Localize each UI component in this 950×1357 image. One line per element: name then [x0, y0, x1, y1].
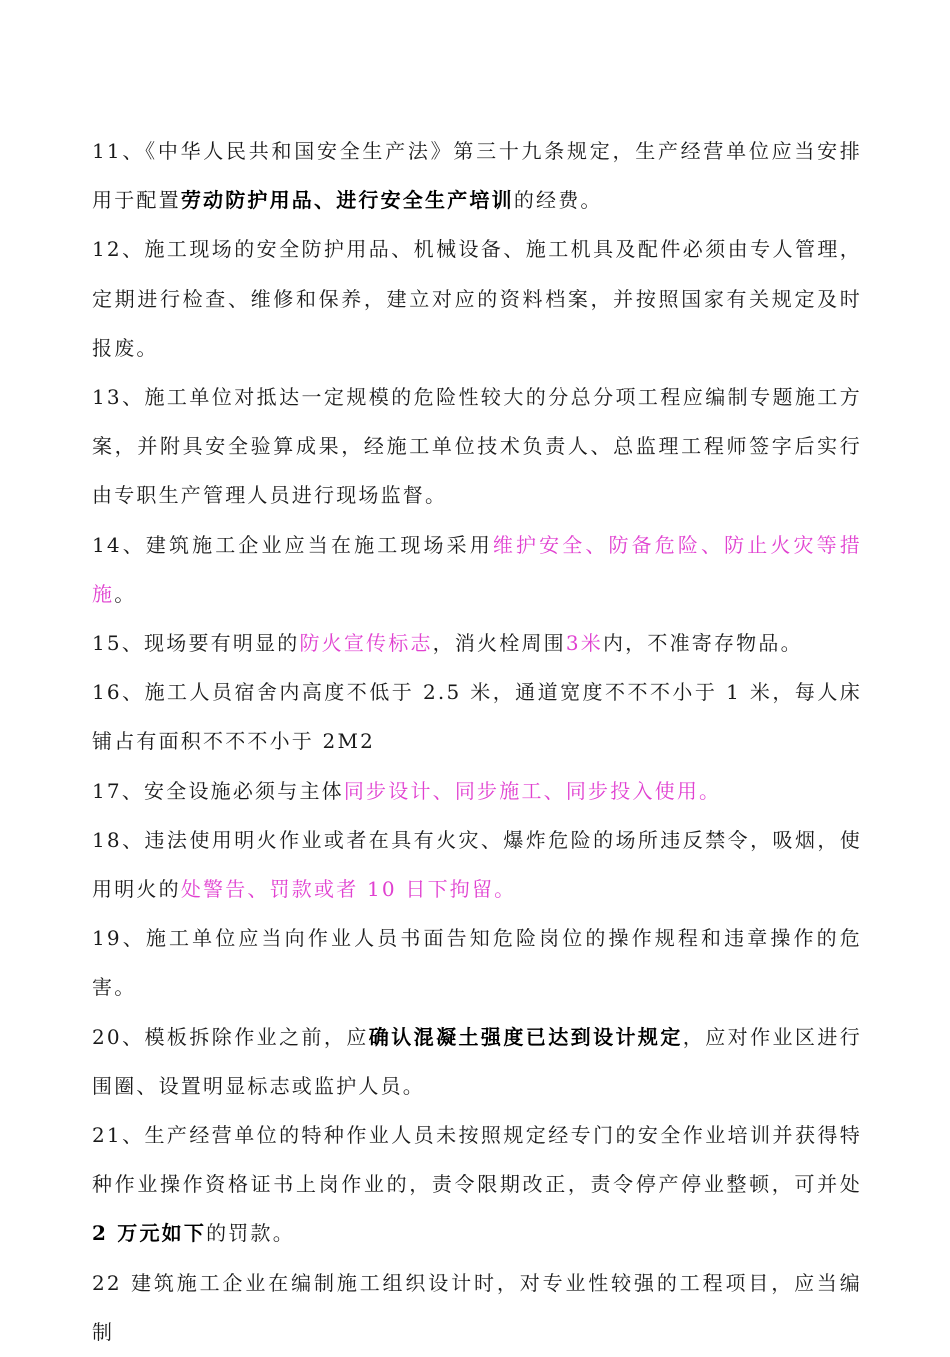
segment-bold: 确认混凝土强度已达到设计规定	[368, 1024, 683, 1049]
segment: ，应对作业区进行围圈、设置明显标志或监护人员。	[92, 1024, 862, 1098]
segment: 18、违法使用明火作业或者在具有火灾、爆炸危险的场所违反禁令，吸烟，使用明火的	[92, 827, 862, 902]
segment: 的罚款。	[206, 1221, 295, 1246]
segment: 19、施工单位应当向作业人员书面告知危险岗位的操作规程和违章操作的危害。	[92, 926, 862, 1000]
segment: 17、安全设施必须与主体	[92, 778, 344, 803]
paragraph-22	[92, 1259, 862, 1357]
paragraph-15	[92, 619, 862, 668]
paragraph-21	[92, 1111, 862, 1259]
paragraph-18	[92, 816, 862, 914]
paragraph-20	[92, 1013, 862, 1111]
segment: 的经费。	[513, 188, 603, 213]
segment-highlight: 同步设计、同步施工、同步投入使用。	[343, 778, 722, 803]
segment-bold: 劳动防护用品、进行安全生产培训	[180, 188, 514, 213]
paragraph-13	[92, 373, 862, 521]
segment: 12、施工现场的安全防护用品、机械设备、施工机具及配件必须由专人管理，定期进行检查、维修和保养，建立对应的资料档案，并按照国家有关规定及时报废。	[92, 237, 862, 360]
paragraph-12	[92, 225, 862, 373]
paragraph-14	[92, 521, 862, 619]
paragraph-19	[92, 914, 862, 1012]
segment: 20、模板拆除作业之前，应	[92, 1024, 369, 1049]
segment: 16、施工人员宿舍内高度不低于 2.5 米，通道宽度不不不小于 1 米，每人床铺占有面积不不不小于 2M2	[92, 680, 862, 754]
segment: 21、生产经营单位的特种作业人员未按照规定经专门的安全作业培训并获得特种作业操作资格证书上岗作业的，责令限期改正，责令停产停业整顿，可并处	[92, 1123, 862, 1197]
segment: 13、施工单位对抵达一定规模的危险性较大的分总分项工程应编制专题施工方案，并附具安全验算成果，经施工单位技术负责人、总监理工程师签字后实行由专职生产管理人员进行现场监督。	[92, 385, 862, 508]
segment-highlight: 3米	[565, 631, 603, 656]
segment-bold: 2 万元如下	[92, 1221, 207, 1246]
segment-highlight: 处警告、罚款或者 10 日下拘留。	[180, 877, 517, 902]
segment: ，消火栓周围	[432, 631, 566, 656]
document-body	[92, 127, 862, 1357]
segment-highlight: 维护安全、防备危险、防止火灾等措施	[92, 532, 862, 606]
segment: 内，不准寄存物品。	[602, 631, 803, 656]
segment: 。	[114, 581, 137, 606]
segment: 15、现场要有明显的	[92, 631, 300, 656]
segment: 22 建筑施工企业在编制施工组织设计时，对专业性较强的工程项目，应当编制	[92, 1270, 862, 1344]
paragraph-16	[92, 668, 862, 766]
segment: 14、建筑施工企业应当在施工现场采用	[92, 532, 493, 557]
segment-highlight: 防火宣传标志	[299, 631, 433, 656]
paragraph-11	[92, 127, 862, 225]
paragraph-17	[92, 767, 862, 816]
segment: 11、《中华人民共和国安全生产法》第三十九条规定，生产经营单位应当安排用于配置	[92, 139, 862, 213]
